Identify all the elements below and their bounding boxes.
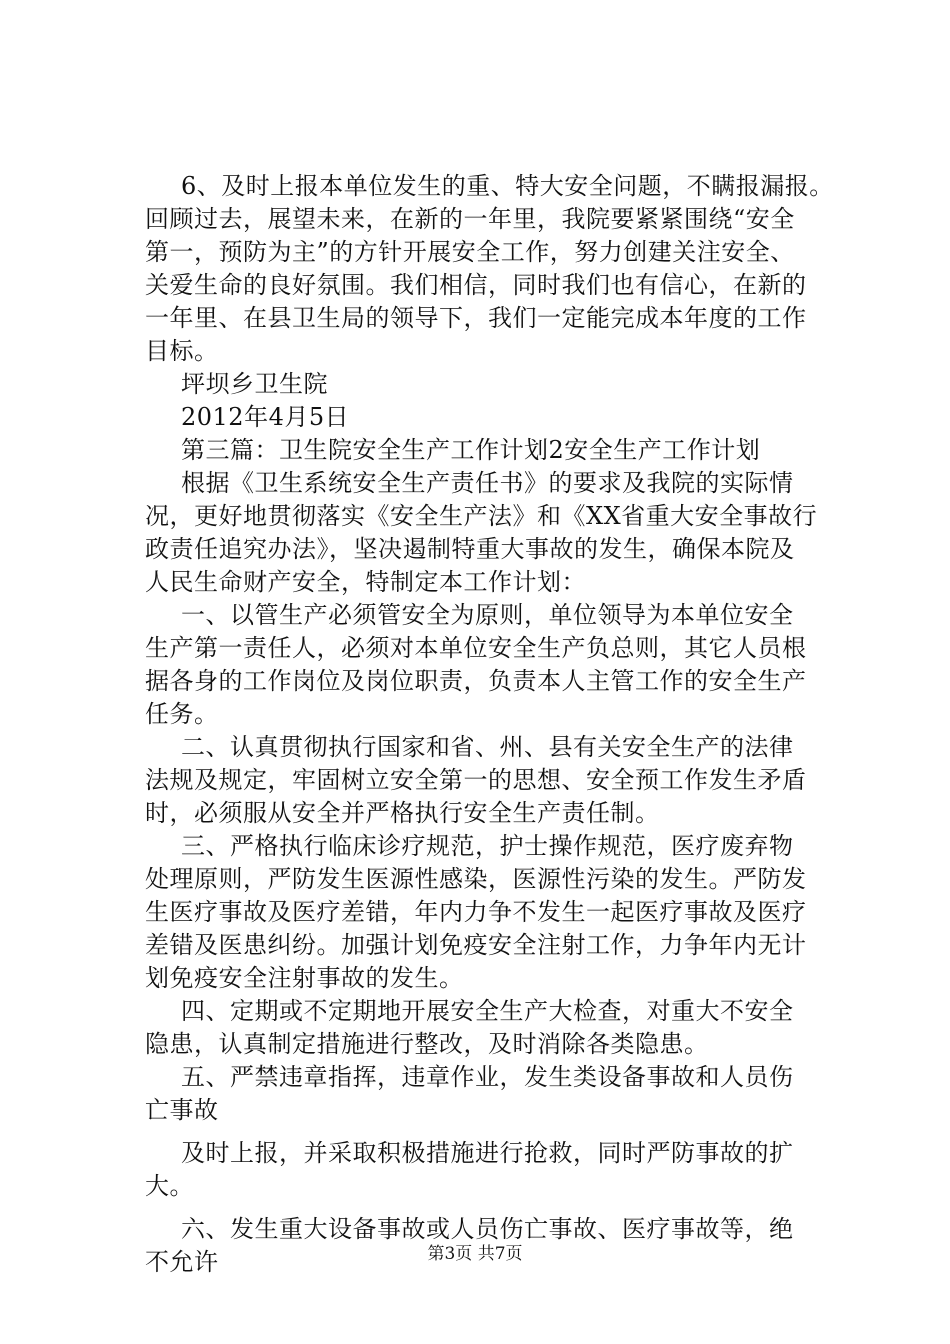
page-number: 第3页 共7页 (427, 1244, 523, 1264)
paragraph-line: 六、发生重大设备事故或人员伤亡事故、医疗事故等，绝 (181, 1215, 794, 1243)
paragraph-line: 亡事故 (145, 1096, 219, 1124)
section-heading: 第三篇：卫生院安全生产工作计划2安全生产工作计划 (181, 436, 761, 464)
signature-organization: 坪坝乡卫生院 (181, 370, 328, 398)
paragraph-line: 第一，预防为主”的方针开展安全工作，努力创建关注安全、 (145, 238, 795, 266)
paragraph-line: 任务。 (145, 700, 219, 728)
paragraph-line: 法规及规定，牢固树立安全第一的思想、安全预工作发生矛盾 (145, 766, 807, 794)
paragraph-line: 四、定期或不定期地开展安全生产大检查，对重大不安全 (181, 997, 794, 1025)
paragraph-line: 隐患，认真制定措施进行整改，及时消除各类隐患。 (145, 1030, 709, 1058)
paragraph-line: 生医疗事故及医疗差错，年内力争不发生一起医疗事故及医疗 (145, 898, 807, 926)
paragraph-line: 三、严格执行临床诊疗规范，护士操作规范，医疗废弃物 (181, 832, 794, 860)
paragraph-line: 处理原则，严防发生医源性感染，医源性污染的发生。严防发 (145, 865, 807, 893)
paragraph-line: 6、及时上报本单位发生的重、特大安全问题，不瞒报漏报。 (181, 172, 834, 200)
paragraph-line: 回顾过去，展望未来，在新的一年里，我院要紧紧围绕“安全 (145, 205, 795, 233)
paragraph-line: 差错及医患纠纷。加强计划免疫安全注射工作，力争年内无计 (145, 931, 807, 959)
paragraph-line: 生产第一责任人，必须对本单位安全生产负总则，其它人员根 (145, 634, 807, 662)
paragraph-line: 二、认真贯彻执行国家和省、州、县有关安全生产的法律 (181, 733, 794, 761)
paragraph-line: 政责任追究办法》，坚决遏制特重大事故的发生，确保本院及 (145, 535, 795, 563)
paragraph-line: 一、以管生产必须管安全为原则，单位领导为本单位安全 (181, 601, 794, 629)
paragraph-line: 目标。 (145, 337, 219, 365)
paragraph-line: 根据《卫生系统安全生产责任书》的要求及我院的实际情 (181, 469, 794, 497)
paragraph-line: 况，更好地贯彻落实《安全生产法》和《XX省重大安全事故行 (145, 502, 818, 530)
paragraph-line: 一年里、在县卫生局的领导下，我们一定能完成本年度的工作 (145, 304, 807, 332)
paragraph-line: 大。 (145, 1172, 194, 1200)
paragraph-line: 人民生命财产安全，特制定本工作计划： (145, 568, 586, 596)
paragraph-line: 及时上报，并采取积极措施进行抢救，同时严防事故的扩 (181, 1139, 794, 1167)
paragraph-line: 五、严禁违章指挥，违章作业，发生类设备事故和人员伤 (181, 1063, 794, 1091)
paragraph-line: 不允许 (145, 1248, 219, 1276)
page-footer (0, 1243, 950, 1265)
paragraph-line: 时，必须服从安全并严格执行安全生产责任制。 (145, 799, 660, 827)
paragraph-line: 据各身的工作岗位及岗位职责，负责本人主管工作的安全生产 (145, 667, 807, 695)
paragraph-line: 关爱生命的良好氛围。我们相信，同时我们也有信心，在新的 (145, 271, 807, 299)
paragraph-line: 划免疫安全注射事故的发生。 (145, 964, 464, 992)
signature-date: 2012年4月5日 (181, 403, 350, 431)
document-body (145, 170, 845, 1279)
